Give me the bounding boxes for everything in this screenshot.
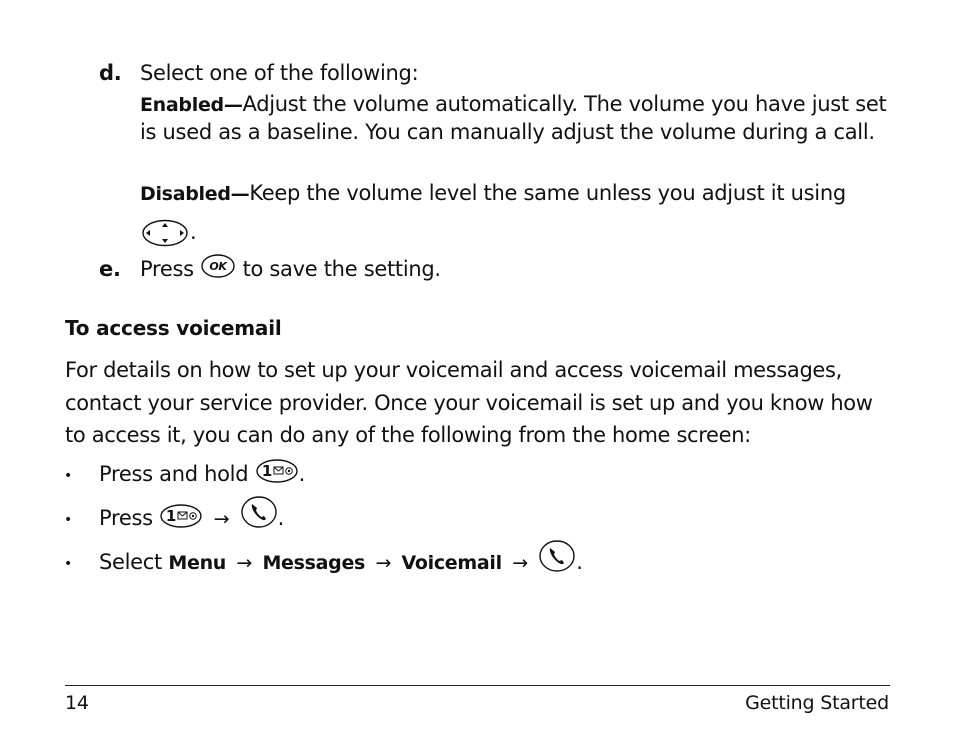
step-e-press: Press bbox=[140, 257, 194, 281]
navigation-key-icon bbox=[140, 218, 190, 248]
bullet-3-end: . bbox=[576, 550, 583, 574]
voicemail-key-one-icon bbox=[255, 458, 299, 484]
bullet-1-end: . bbox=[298, 462, 306, 486]
page-number: 14 bbox=[65, 692, 89, 714]
option-enabled-text: Adjust the volume automatically. The volume you have just set is used as a baseline. You can manually adjust the volume during a call. bbox=[140, 92, 887, 144]
footer-rule bbox=[65, 685, 890, 686]
ok-key-icon bbox=[200, 253, 236, 279]
step-d-marker: d. bbox=[99, 61, 122, 85]
nav-key-line bbox=[140, 218, 196, 248]
bullet-3-arrow-1: → bbox=[236, 552, 253, 574]
step-e-line bbox=[140, 256, 441, 283]
section-body: For details on how to set up your voicemail and access voicemail messages, contact your service provider. Once your voicemail is set up and you know how to access it, you can do any of the following from the home screen: bbox=[65, 358, 873, 447]
bullet-2-arrow: → bbox=[213, 508, 230, 530]
send-call-key-icon bbox=[240, 495, 278, 529]
chapter-title: Getting Started bbox=[745, 692, 889, 714]
section-heading: To access voicemail bbox=[65, 316, 282, 340]
nav-key-period: . bbox=[190, 220, 197, 244]
bullet-1 bbox=[99, 461, 305, 488]
menu-label: Menu bbox=[168, 552, 227, 574]
bullet-3-marker: • bbox=[64, 556, 72, 572]
bullet-3 bbox=[99, 549, 583, 577]
option-disabled bbox=[140, 180, 846, 208]
option-disabled-text: Keep the volume level the same unless you adjust it using bbox=[249, 181, 846, 205]
option-enabled bbox=[140, 91, 890, 146]
voicemail-key-one-icon bbox=[159, 503, 203, 529]
bullet-2-text: Press bbox=[99, 506, 153, 530]
svg-text:1: 1 bbox=[261, 462, 272, 480]
bullet-3-arrow-2: → bbox=[375, 552, 392, 574]
step-e-text: to save the setting. bbox=[242, 257, 441, 281]
send-call-key-icon bbox=[538, 539, 576, 573]
bullet-3-arrow-3: → bbox=[512, 552, 528, 574]
bullet-2-end: . bbox=[277, 506, 284, 530]
voicemail-label: Voicemail bbox=[401, 552, 502, 574]
bullet-2-marker: • bbox=[64, 512, 72, 528]
bullet-2 bbox=[99, 505, 284, 533]
bullet-1-text: Press and hold bbox=[99, 462, 249, 486]
step-e-marker: e. bbox=[99, 257, 121, 281]
option-enabled-term: Enabled— bbox=[140, 94, 243, 116]
option-disabled-term: Disabled— bbox=[140, 183, 250, 205]
messages-label: Messages bbox=[262, 552, 366, 574]
step-d-text: Select one of the following: bbox=[140, 61, 419, 85]
svg-text:1: 1 bbox=[166, 507, 177, 525]
ok-key-label: OK bbox=[209, 260, 227, 273]
bullet-3-select: Select bbox=[99, 550, 162, 574]
bullet-1-marker: • bbox=[64, 468, 72, 484]
